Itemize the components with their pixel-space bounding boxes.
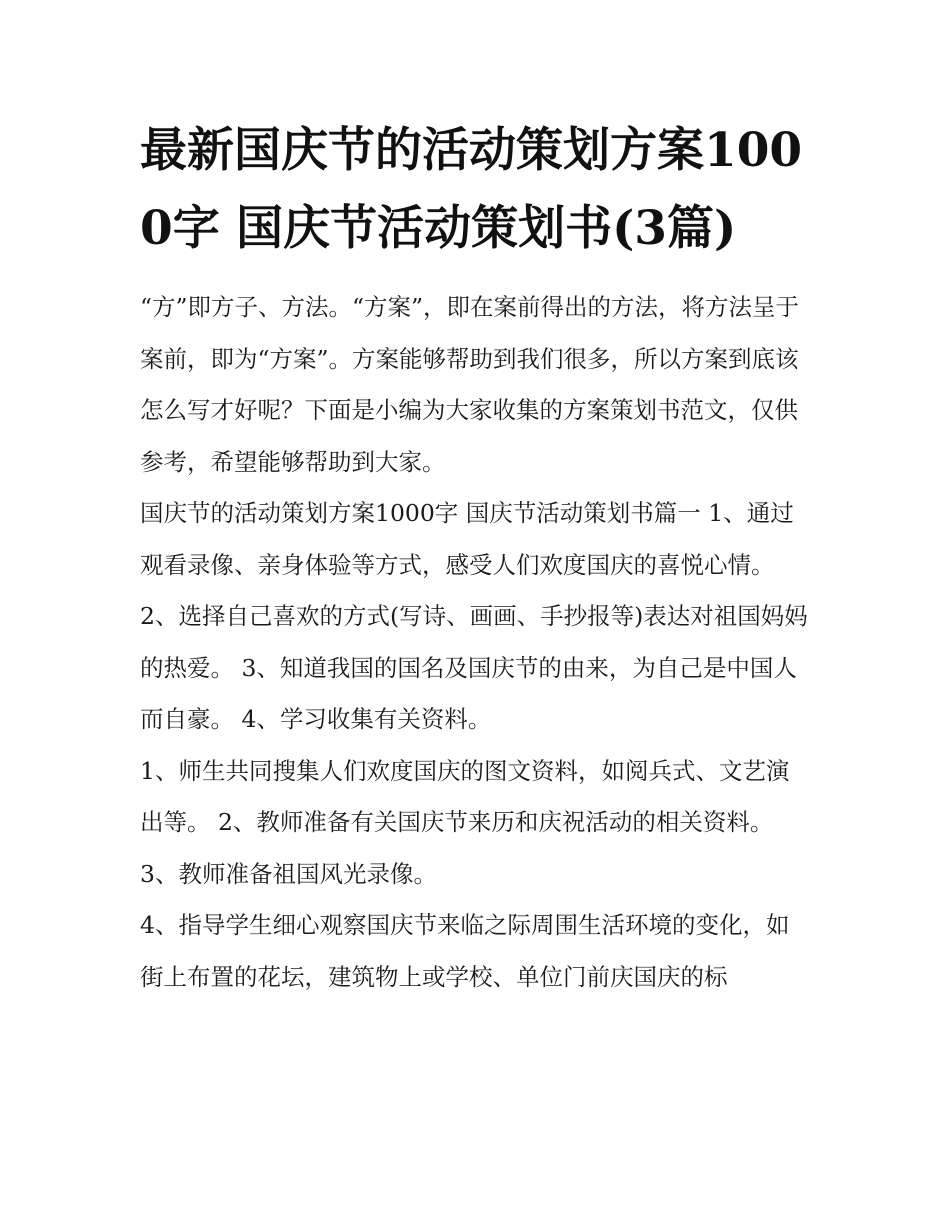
document-body: [140, 112, 812, 1003]
paragraph-preparation-4: 4、指导学生细心观察国庆节来临之际周围生活环境的变化，如街上布置的花坛，建筑物上或学校、单位门前庆国庆的标: [140, 911, 790, 991]
paragraph-preparation-1-3: 1、师生共同搜集人们欢度国庆的图文资料，如阅兵式、文艺演出等。 2、教师准备有关国庆节来历和庆祝活动的相关资料。 3、教师准备祖国风光录像。: [140, 756, 790, 888]
document-title: 最新国庆节的活动策划方案1000字 国庆节活动策划书(3篇): [140, 123, 803, 256]
paragraph-section-one-goal-1: 国庆节的活动策划方案1000字 国庆节活动策划书篇一 1、通过观看录像、亲身体验等方式，感受人们欢度国庆的喜悦心情。: [140, 499, 794, 579]
paragraph-intro: “方”即方子、方法。“方案”，即在案前得出的方法，将方法呈于案前，即为“方案”。方案能够帮助到我们很多，所以方案到底该怎么写才好呢？下面是小编为大家收集的方案策划书范文，仅供参考，希望能够帮助到大家。: [140, 293, 800, 476]
paragraph-goals-2-4: 2、选择自己喜欢的方式(写诗、画画、手抄报等)表达对祖国妈妈的热爱。 3、知道我国的国名及国庆节的由来，为自己是中国人而自豪。 4、学习收集有关资料。: [140, 602, 808, 733]
